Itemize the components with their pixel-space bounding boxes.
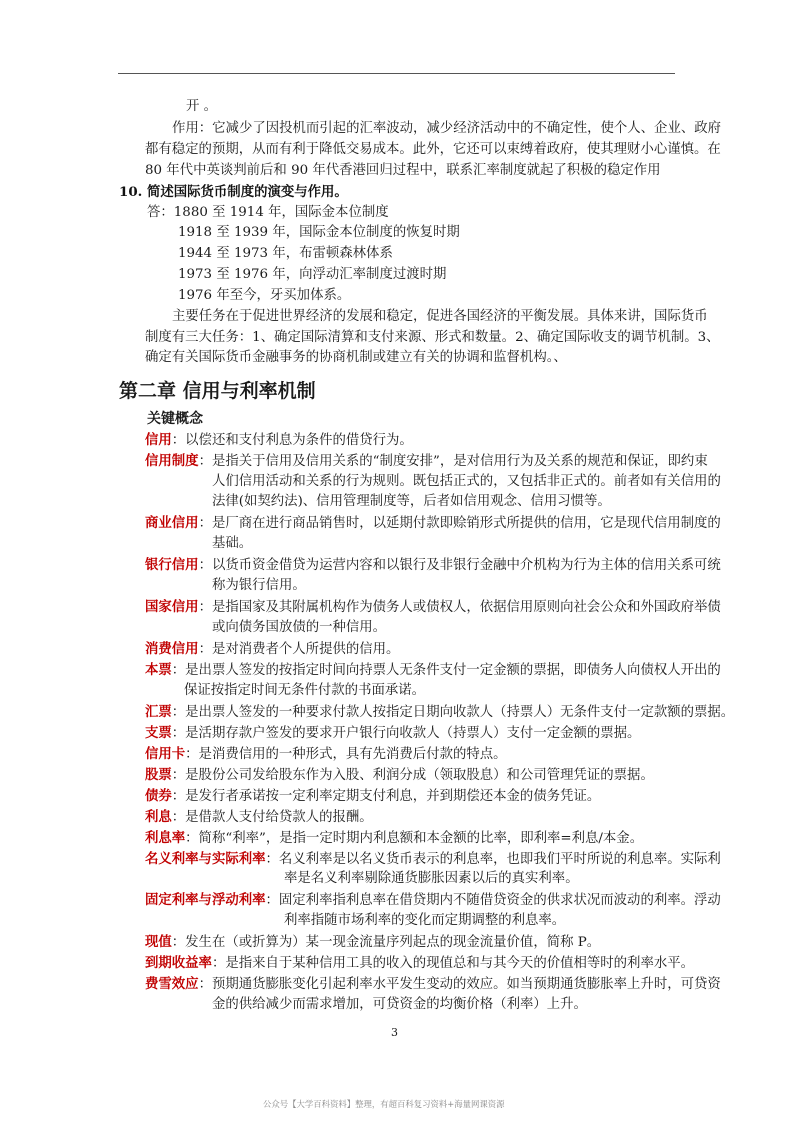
chapter-title: 第二章 信用与利率机制	[119, 380, 316, 402]
glossary-definition: 法律(如契约法)、信用管理制度等，后者如信用观念、信用习惯等。	[212, 494, 611, 509]
glossary-term: 现值	[145, 934, 172, 950]
glossary-line	[212, 576, 306, 596]
glossary-term: 信用制度	[145, 453, 199, 469]
glossary-term: 消费信用	[145, 641, 199, 657]
text-line: 作用：它减少了因投机而引起的汇率波动，减少经济活动中的不确定性，使个人、企业、政府	[172, 121, 722, 136]
question-heading: 10. 简述国际货币制度的演变与作用。	[119, 184, 348, 200]
glossary-line	[145, 807, 373, 828]
glossary-term: 商业信用	[145, 515, 199, 531]
glossary-line	[212, 534, 252, 554]
glossary-definition: ：是股份公司发给股东作为入股、利润分成（领取股息）和公司管理凭证的票据。	[171, 768, 654, 783]
glossary-term: 支票	[145, 725, 172, 741]
header-rule	[118, 73, 675, 74]
glossary-definition: ：发生在（或折算为）某一现金流量序列起点的现金流量价值，简称 P。	[171, 935, 601, 950]
glossary-definition: ：名义利率是以名义货币表示的利息率，也即我们平时所说的利息率。实际利	[265, 852, 721, 867]
glossary-term: 本票	[145, 662, 172, 678]
glossary-definition: 保证按指定时间无条件付款的书面承诺。	[184, 683, 426, 698]
answer-line: 制度有三大任务：1、确定国际清算和支付来源、形式和数量。2、确定国际收支的调节机制。3、	[145, 330, 720, 345]
glossary-definition: ：以偿还和支付利息为条件的借贷行为。	[171, 433, 413, 448]
section-subtitle: 关键概念	[147, 411, 203, 427]
glossary-line	[145, 555, 721, 576]
glossary-definition: 或向债务国放债的一种信用。	[212, 620, 387, 635]
answer-line: 1918 至 1939 年，国际金本位制度的恢复时期	[178, 225, 460, 240]
glossary-line	[145, 513, 721, 534]
answer-line: 1976 年至今，牙买加体系。	[178, 288, 351, 303]
glossary-line	[145, 828, 643, 849]
glossary-line	[145, 765, 654, 786]
glossary-term: 费雪效应	[145, 976, 199, 992]
glossary-term: 固定利率与浮动利率	[145, 892, 266, 908]
glossary-line	[212, 472, 721, 492]
glossary-definition: ：是发行者承诺按一定利率定期支付利息，并到期偿还本金的债务凭证。	[171, 789, 601, 804]
glossary-definition: 基础。	[212, 536, 253, 551]
glossary-line	[284, 911, 565, 931]
glossary-line	[145, 786, 600, 807]
glossary-term: 银行信用	[145, 557, 199, 573]
glossary-line	[145, 744, 507, 765]
text-line: 80 年代中英谈判前后和 90 年代香港回归过程中，联系汇率制度就起了积极的稳定作用	[145, 163, 661, 178]
answer-line: 1944 至 1973 年，布雷顿森林体系	[178, 246, 393, 261]
glossary-line	[145, 974, 721, 995]
glossary-line	[145, 702, 734, 723]
glossary-definition: 称为银行信用。	[212, 578, 306, 593]
glossary-definition: ：是活期存款户签发的要求开户银行向收款人（持票人）支付一定金额的票据。	[171, 726, 641, 741]
answer-line: 答：1880 至 1914 年，国际金本位制度	[147, 205, 389, 220]
glossary-line	[145, 890, 721, 911]
glossary-term: 到期收益率	[145, 955, 212, 971]
answer-line: 确定有关国际货币金融事务的协商机制或建立有关的协调和监督机构。、	[145, 350, 567, 365]
glossary-term: 信用卡	[145, 746, 186, 762]
glossary-term: 名义利率与实际利率	[145, 851, 266, 867]
glossary-term: 债券	[145, 788, 172, 804]
glossary-definition: ：是指关于信用及信用关系的“制度安排”，是对信用行为及关系的规范和保证，即约束	[198, 454, 708, 469]
text-line: 都有稳定的预期，从而有利于降低交易成本。此外，它还可以束缚着政府，使其理财小心谨慎。在	[145, 142, 721, 157]
glossary-line	[145, 660, 721, 681]
answer-line: 1973 至 1976 年，向浮动汇率制度过渡时期	[178, 267, 447, 282]
footer-note: 公众号【大学百科资料】整理，有超百科复习资料+海量网课资源	[263, 1099, 505, 1109]
glossary-definition: 利率指随市场利率的变化而定期调整的利息率。	[284, 913, 566, 928]
glossary-line	[145, 639, 399, 660]
glossary-definition: ：是指国家及其附属机构作为债务人或债权人，依据信用原则向社会公众和外国政府举债	[198, 600, 721, 615]
glossary-term: 国家信用	[145, 599, 199, 615]
glossary-line	[145, 597, 721, 618]
glossary-definition: ：是出票人签发的一种要求付款人按指定日期向收款人（持票人）无条件支付一定款额的票据。	[171, 705, 735, 720]
glossary-definition: ：是借款人支付给贷款人的报酬。	[171, 810, 373, 825]
glossary-line	[145, 953, 694, 974]
glossary-definition: 人们信用活动和关系的行为规则。既包括正式的，又包括非正式的。前者如有关信用的	[212, 474, 721, 489]
answer-line: 主要任务在于促进世界经济的发展和稳定，促进各国经济的平衡发展。具体来讲，国际货币	[172, 309, 708, 324]
text-line: 开 。	[186, 99, 218, 114]
glossary-line	[184, 681, 425, 701]
glossary-line	[212, 618, 386, 638]
glossary-definition: ：预期通货膨胀变化引起利率水平发生变动的效应。如当预期通货膨胀率上升时，可贷资	[198, 977, 721, 992]
glossary-term: 汇票	[145, 704, 172, 720]
glossary-line	[212, 995, 587, 1015]
glossary-line	[145, 723, 640, 744]
glossary-definition: ：以货币资金借贷为运营内容和以银行及非银行金融中介机构为行为主体的信用关系可统	[198, 558, 721, 573]
glossary-definition: ：是指来自于某种信用工具的收入的现值总和与其今天的价值相等时的利率水平。	[211, 956, 695, 971]
glossary-definition: ：是出票人签发的按指定时间向持票人无条件支付一定金额的票据，即债务人向债权人开出的	[171, 663, 721, 678]
glossary-term: 信用	[145, 432, 172, 448]
glossary-line	[145, 451, 708, 472]
glossary-term: 利息率	[145, 830, 186, 846]
glossary-line	[284, 869, 579, 889]
glossary-definition: ：是对消费者个人所提供的信用。	[198, 642, 400, 657]
glossary-line	[212, 492, 611, 512]
glossary-definition: ：是厂商在进行商品销售时，以延期付款即赊销形式所提供的信用，它是现代信用制度的	[198, 516, 721, 531]
glossary-definition: ：是消费信用的一种形式，具有先消费后付款的特点。	[185, 747, 507, 762]
glossary-line	[145, 932, 600, 953]
glossary-line	[145, 849, 721, 870]
glossary-term: 股票	[145, 767, 172, 783]
glossary-definition: ：固定利率指利息率在借贷期内不随借贷资金的供求状况而波动的利率。浮动	[265, 893, 721, 908]
page-number: 3	[391, 1026, 398, 1039]
glossary-line	[145, 430, 413, 451]
glossary-definition: 金的供给减少而需求增加，可贷资金的均衡价格（利率）上升。	[212, 997, 587, 1012]
glossary-definition: 率是名义利率剔除通货膨胀因素以后的真实利率。	[284, 871, 579, 886]
glossary-definition: ：简称“利率”，是指一定时期内利息额和本金额的比率，即利率=利息/本金。	[185, 831, 644, 846]
glossary-term: 利息	[145, 809, 172, 825]
